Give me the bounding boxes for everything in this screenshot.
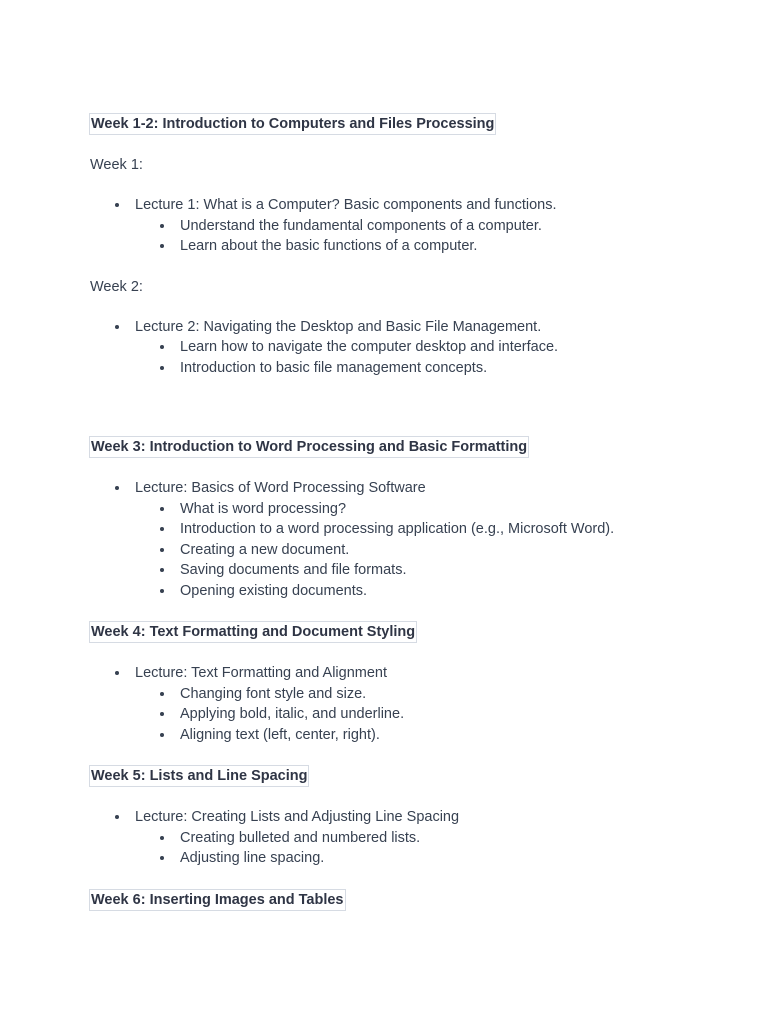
topic-item: Opening existing documents. bbox=[135, 581, 730, 602]
topic-list bbox=[90, 499, 730, 602]
week-label: Week 2: bbox=[90, 278, 143, 295]
topic-item: Introduction to basic file management concepts. bbox=[135, 358, 730, 379]
topic-item: Introduction to a word processing application (e.g., Microsoft Word). bbox=[135, 519, 730, 540]
lecture-item bbox=[90, 317, 730, 379]
section-week-5 bbox=[90, 765, 730, 869]
topic-item: Understand the fundamental components of a computer. bbox=[135, 216, 730, 237]
lecture-text: Lecture: Creating Lists and Adjusting Line Spacing bbox=[135, 809, 460, 825]
topic-item: Changing font style and size. bbox=[135, 684, 730, 705]
lecture-item bbox=[90, 807, 730, 869]
lecture-list bbox=[90, 663, 730, 745]
section-heading[interactable]: Week 6: Inserting Images and Tables bbox=[89, 889, 346, 911]
topic-item: Adjusting line spacing. bbox=[135, 848, 730, 869]
section-week-4 bbox=[90, 621, 730, 745]
section-week-6 bbox=[90, 889, 730, 911]
week-label: Week 1: bbox=[90, 157, 143, 173]
topic-list bbox=[90, 216, 730, 257]
topic-list bbox=[90, 828, 730, 869]
section-week-3 bbox=[90, 436, 730, 601]
lecture-text: Lecture: Text Formatting and Alignment bbox=[135, 665, 388, 681]
lecture-item bbox=[90, 195, 730, 257]
lecture-list bbox=[90, 478, 730, 601]
lecture-text: Lecture: Basics of Word Processing Software bbox=[135, 480, 426, 496]
section-heading[interactable]: Week 1-2: Introduction to Computers and Files Processing bbox=[89, 113, 496, 135]
lecture-item bbox=[90, 663, 730, 745]
topic-item: Learn how to navigate the computer desktop and interface. bbox=[135, 337, 730, 358]
lecture-list bbox=[90, 317, 730, 379]
topic-item: Aligning text (left, center, right). bbox=[135, 725, 730, 746]
lecture-text: Lecture 2: Navigating the Desktop and Basic File Management. bbox=[135, 318, 542, 335]
topic-item: Creating bulleted and numbered lists. bbox=[135, 828, 730, 849]
lecture-item bbox=[90, 478, 730, 601]
topic-list bbox=[90, 337, 730, 378]
topic-list bbox=[90, 684, 730, 746]
document-content bbox=[90, 113, 730, 911]
section-heading[interactable]: Week 4: Text Formatting and Document Styling bbox=[89, 621, 417, 643]
lecture-list bbox=[90, 195, 730, 257]
section-heading[interactable]: Week 3: Introduction to Word Processing and Basic Formatting bbox=[89, 436, 529, 458]
lecture-text: Lecture 1: What is a Computer? Basic components and functions. bbox=[135, 197, 557, 213]
topic-item: Learn about the basic functions of a computer. bbox=[135, 236, 730, 257]
topic-item: What is word processing? bbox=[135, 499, 730, 520]
section-heading[interactable]: Week 5: Lists and Line Spacing bbox=[89, 765, 309, 787]
topic-item: Applying bold, italic, and underline. bbox=[135, 704, 730, 725]
section-week-1-2 bbox=[90, 113, 730, 378]
lecture-list bbox=[90, 807, 730, 869]
topic-item: Creating a new document. bbox=[135, 540, 730, 561]
topic-item: Saving documents and file formats. bbox=[135, 560, 730, 581]
